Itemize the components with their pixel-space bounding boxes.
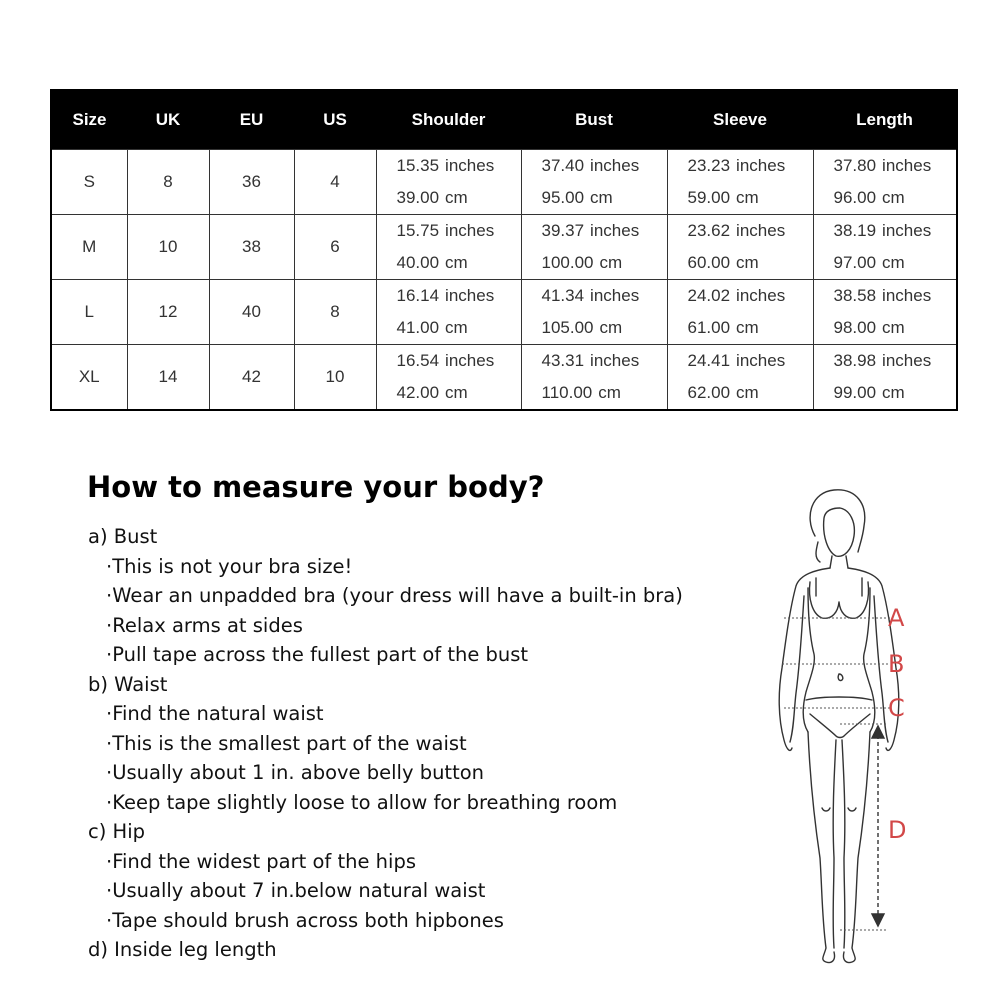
inches-value: 16.14 inches xyxy=(396,286,495,305)
table-header-row xyxy=(51,90,957,150)
inches-value: 24.41 inches xyxy=(687,351,786,370)
shoulder-cell xyxy=(376,150,521,215)
tip-item: ·Usually about 1 in. above belly button xyxy=(106,761,485,784)
cm-value: 42.00 cm xyxy=(396,383,468,402)
inseam-arrow xyxy=(872,726,884,926)
inches-value: 23.62 inches xyxy=(687,221,786,240)
section-label: d) Inside leg length xyxy=(88,938,277,961)
tip-item: ·This is not your bra size! xyxy=(106,554,353,578)
table-row xyxy=(51,150,957,215)
eu-cell: 42 xyxy=(209,345,294,411)
inches-value: 16.54 inches xyxy=(396,351,495,370)
table-row xyxy=(51,215,957,280)
inches-value: 38.19 inches xyxy=(833,221,932,240)
us-cell: 10 xyxy=(294,345,376,411)
length-cell xyxy=(813,280,957,345)
cm-value: 100.00 cm xyxy=(541,253,623,272)
section-label: b) Waist xyxy=(88,672,168,696)
header-eu: EU xyxy=(209,90,294,150)
tip-item: ·Find the natural waist xyxy=(106,702,324,725)
section-label: c) Hip xyxy=(88,820,145,843)
body-outline-illustration xyxy=(760,478,940,978)
cm-value: 97.00 cm xyxy=(833,253,905,272)
inches-value: 15.75 inches xyxy=(396,221,495,240)
left-leg xyxy=(808,732,835,963)
bust-cell xyxy=(521,345,667,411)
length-cell xyxy=(813,345,957,411)
tip-item: ·Keep tape slightly loose to allow for breathing room xyxy=(106,790,618,814)
uk-cell: 14 xyxy=(127,345,209,411)
tip-item: ·Usually about 7 in.below natural waist xyxy=(106,879,486,902)
cm-value: 105.00 cm xyxy=(541,318,623,337)
cm-value: 110.00 cm xyxy=(541,383,621,402)
head-outline xyxy=(824,508,855,556)
cm-value: 99.00 cm xyxy=(833,383,905,402)
inches-value: 37.80 inches xyxy=(833,156,932,175)
cm-value: 40.00 cm xyxy=(396,253,468,272)
header-uk: UK xyxy=(127,90,209,150)
inches-value: 38.58 inches xyxy=(833,286,932,305)
cm-value: 61.00 cm xyxy=(687,318,759,337)
header-size: Size xyxy=(51,90,127,150)
inches-value: 39.37 inches xyxy=(541,221,640,240)
guide-section-inside-leg xyxy=(88,935,683,965)
us-cell: 6 xyxy=(294,215,376,280)
cm-value: 96.00 cm xyxy=(833,188,905,207)
length-cell xyxy=(813,150,957,215)
size-cell: XL xyxy=(51,345,127,411)
guide-title: How to measure your body? xyxy=(87,470,545,504)
shoulder-cell xyxy=(376,215,521,280)
inches-value: 43.31 inches xyxy=(541,351,640,370)
bust-cell xyxy=(521,150,667,215)
tip-item: ·Find the widest part of the hips xyxy=(106,849,416,873)
shoulder-cell xyxy=(376,280,521,345)
size-cell: S xyxy=(51,150,127,215)
sleeve-cell xyxy=(667,215,813,280)
sleeve-cell xyxy=(667,150,813,215)
uk-cell: 12 xyxy=(127,280,209,345)
length-cell xyxy=(813,215,957,280)
us-cell: 4 xyxy=(294,150,376,215)
size-chart-table xyxy=(50,89,958,411)
sleeve-cell xyxy=(667,280,813,345)
body-measurement-figure xyxy=(760,478,940,978)
measure-guide-list xyxy=(88,522,683,965)
tip-item: ·Tape should brush across both hipbones xyxy=(106,908,504,932)
cm-value: 41.00 cm xyxy=(396,318,468,337)
inches-value: 23.23 inches xyxy=(687,156,786,175)
bust-cell xyxy=(521,215,667,280)
uk-cell: 8 xyxy=(127,150,209,215)
cm-value: 98.00 cm xyxy=(833,318,905,337)
guide-section-hip xyxy=(88,817,683,935)
eu-cell: 36 xyxy=(209,150,294,215)
eu-cell: 40 xyxy=(209,280,294,345)
header-sleeve: Sleeve xyxy=(667,90,813,150)
cm-value: 62.00 cm xyxy=(687,383,759,402)
guide-section-bust xyxy=(88,522,683,670)
header-shoulder: Shoulder xyxy=(376,90,521,150)
header-length: Length xyxy=(813,90,957,150)
marker-d-inside-leg: D xyxy=(888,816,907,844)
header-us: US xyxy=(294,90,376,150)
tip-item: ·Relax arms at sides xyxy=(106,613,303,637)
inches-value: 38.98 inches xyxy=(833,351,932,370)
inches-value: 41.34 inches xyxy=(541,286,640,305)
uk-cell: 10 xyxy=(127,215,209,280)
inches-value: 24.02 inches xyxy=(687,286,786,305)
bra-outline xyxy=(810,582,869,618)
size-cell: L xyxy=(51,280,127,345)
inches-value: 37.40 inches xyxy=(541,156,640,175)
cm-value: 59.00 cm xyxy=(687,188,759,207)
marker-c-hip: C xyxy=(888,694,905,722)
right-leg xyxy=(843,732,870,963)
tip-item: ·Pull tape across the fullest part of the bust xyxy=(106,643,529,666)
marker-b-waist: B xyxy=(888,650,905,678)
bust-cell xyxy=(521,280,667,345)
eu-cell: 38 xyxy=(209,215,294,280)
tip-item: ·Wear an unpadded bra (your dress will have a built-in bra) xyxy=(106,584,683,607)
sleeve-cell xyxy=(667,345,813,411)
table-row xyxy=(51,280,957,345)
cm-value: 60.00 cm xyxy=(687,253,759,272)
marker-a-bust: A xyxy=(888,604,905,632)
inches-value: 15.35 inches xyxy=(396,156,495,175)
section-label: a) Bust xyxy=(88,525,158,548)
size-cell: M xyxy=(51,215,127,280)
us-cell: 8 xyxy=(294,280,376,345)
table-row xyxy=(51,345,957,411)
guide-section-waist xyxy=(88,670,683,818)
tip-item: ·This is the smallest part of the waist xyxy=(106,731,467,755)
cm-value: 39.00 cm xyxy=(396,188,468,207)
cm-value: 95.00 cm xyxy=(541,188,613,207)
panties-outline xyxy=(806,697,872,738)
header-bust: Bust xyxy=(521,90,667,150)
shoulder-cell xyxy=(376,345,521,411)
